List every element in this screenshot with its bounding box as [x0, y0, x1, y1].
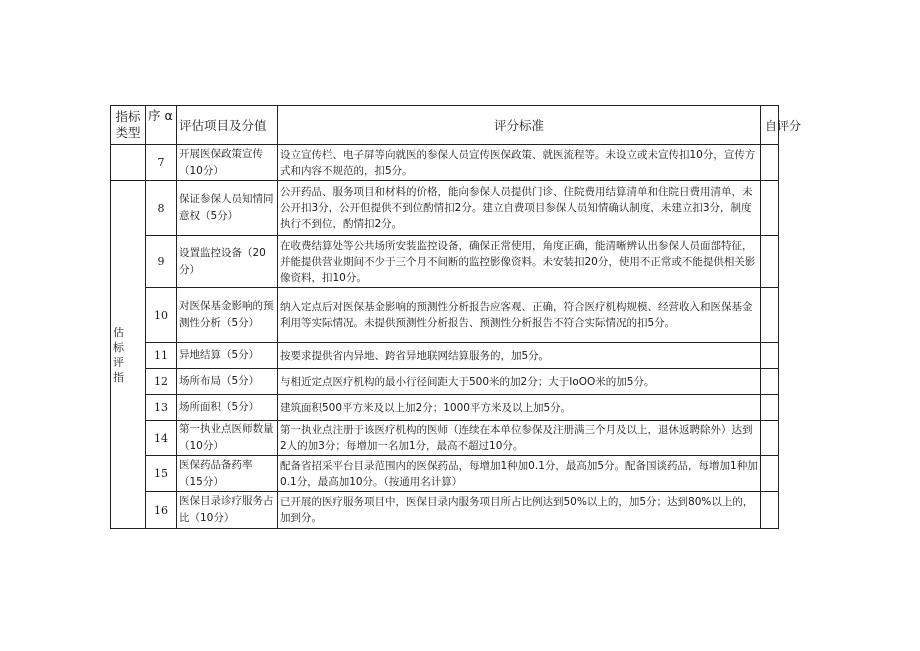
evaluation-item: 保证参保人员知情同意权（5分） — [177, 181, 278, 236]
self-score-cell[interactable] — [761, 343, 779, 369]
table-row — [111, 395, 779, 421]
self-score-cell[interactable] — [761, 145, 779, 181]
scoring-criteria: 按要求提供省内异地、跨省异地联网结算服务的，加5分。 — [278, 343, 761, 369]
evaluation-item: 第一执业点医师数量（10分） — [177, 421, 278, 456]
evaluation-item: 医保药品备药率（15分） — [177, 456, 278, 492]
evaluation-item: 医保目录诊疗服务占比（10分） — [177, 492, 278, 529]
scoring-criteria: 第一执业点注册于该医疗机构的医师（连续在本单位参保及注册满三个月及以上，退休返聘除外）达到2人的加3分；每增加一名加1分，最高不超过10分。 — [278, 421, 761, 456]
scoring-criteria: 建筑面积500平方米及以上加2分；1000平方米及以上加5分。 — [278, 395, 761, 421]
self-score-cell[interactable] — [761, 181, 779, 236]
table-row — [111, 236, 779, 288]
table-row — [111, 456, 779, 492]
scoring-criteria: 与相近定点医疗机构的最小行径间距大于500米的加2分；大于IoOO米的加5分。 — [278, 369, 761, 395]
self-score-cell[interactable] — [761, 236, 779, 288]
scoring-criteria: 公开药品、服务项目和材料的价格，能向参保人员提供门诊、住院费用结算清单和住院日费用清单，未公开扣3分，公开但提供不到位酌情扣2分。建立自费项目参保人员知情确认制度，未建立扣3分，制度执行不到位，酌情扣2分。 — [278, 181, 761, 236]
header-evaluation-item: 评估项目及分值 — [177, 106, 278, 145]
row-number: 7 — [146, 145, 177, 181]
self-score-cell[interactable] — [761, 456, 779, 492]
table-row — [111, 492, 779, 529]
scoring-criteria: 在收费结算处等公共场所安装监控设备，确保正常使用，角度正确，能清晰辨认出参保人员面部特征，并能提供营业期间不少于三个月不间断的监控影像资料。未安装扣20分，使用不正常或不能提供相关影像资料，扣10分。 — [278, 236, 761, 288]
indicator-type-cell — [111, 145, 146, 181]
self-score-cell[interactable] — [761, 288, 779, 343]
scoring-criteria: 配备省招采平台目录范围内的医保药品，每增加1种加0.1分，最高加5分。配备国谈药品，每增加1种加0.1分，最高加10分。（按通用名计算） — [278, 456, 761, 492]
table-row — [111, 421, 779, 456]
header-type-line-1: 指标 — [115, 109, 141, 124]
row-number: 16 — [146, 492, 177, 529]
indicator-type-group — [111, 181, 146, 529]
self-score-cell[interactable] — [761, 369, 779, 395]
row-number: 13 — [146, 395, 177, 421]
scoring-criteria: 纳入定点后对医保基金影响的预测性分析报告应客观、正确，符合医疗机构规模、经营收入和医保基金利用等实际情况。未提供预测性分析报告、预测性分析报告不符合实际情况的扣5分。 — [278, 288, 761, 343]
self-score-cell[interactable] — [761, 421, 779, 456]
table-row — [111, 145, 779, 181]
scoring-criteria: 设立宣传栏、电子屏等向就医的参保人员宣传医保政策、就医流程等。未设立或未宣传扣10分，宣传方式和内容不规范的，扣5分。 — [278, 145, 761, 181]
evaluation-item: 场所面积（5分） — [177, 395, 278, 421]
table-row — [111, 343, 779, 369]
table-row — [111, 181, 779, 236]
header-serial-number: 序 α — [146, 106, 177, 145]
row-number: 11 — [146, 343, 177, 369]
row-number: 15 — [146, 456, 177, 492]
table-row — [111, 288, 779, 343]
evaluation-item: 开展医保政策宣传（10分） — [177, 145, 278, 181]
indicator-type-label: 估标评指 — [113, 325, 124, 384]
evaluation-item: 设置监控设备（20分） — [177, 236, 278, 288]
evaluation-table — [110, 105, 802, 529]
header-self-score: 自评分 — [761, 106, 779, 145]
table-header-row — [111, 106, 779, 145]
row-number: 9 — [146, 236, 177, 288]
scoring-criteria: 已开展的医疗服务项目中，医保目录内服务项目所占比例达到50%以上的，加5分；达到80%以上的，加到分。 — [278, 492, 761, 529]
row-number: 8 — [146, 181, 177, 236]
header-scoring-criteria: 评分标准 — [278, 106, 761, 145]
header-indicator-type — [111, 106, 146, 145]
self-score-cell[interactable] — [761, 492, 779, 529]
row-number: 14 — [146, 421, 177, 456]
header-type-line-2: 类型 — [115, 125, 141, 140]
row-number: 10 — [146, 288, 177, 343]
evaluation-item: 对医保基金影响的预测性分析（5分） — [177, 288, 278, 343]
table-row — [111, 369, 779, 395]
evaluation-item: 异地结算（5分） — [177, 343, 278, 369]
row-number: 12 — [146, 369, 177, 395]
evaluation-item: 场所布局（5分） — [177, 369, 278, 395]
self-score-cell[interactable] — [761, 395, 779, 421]
